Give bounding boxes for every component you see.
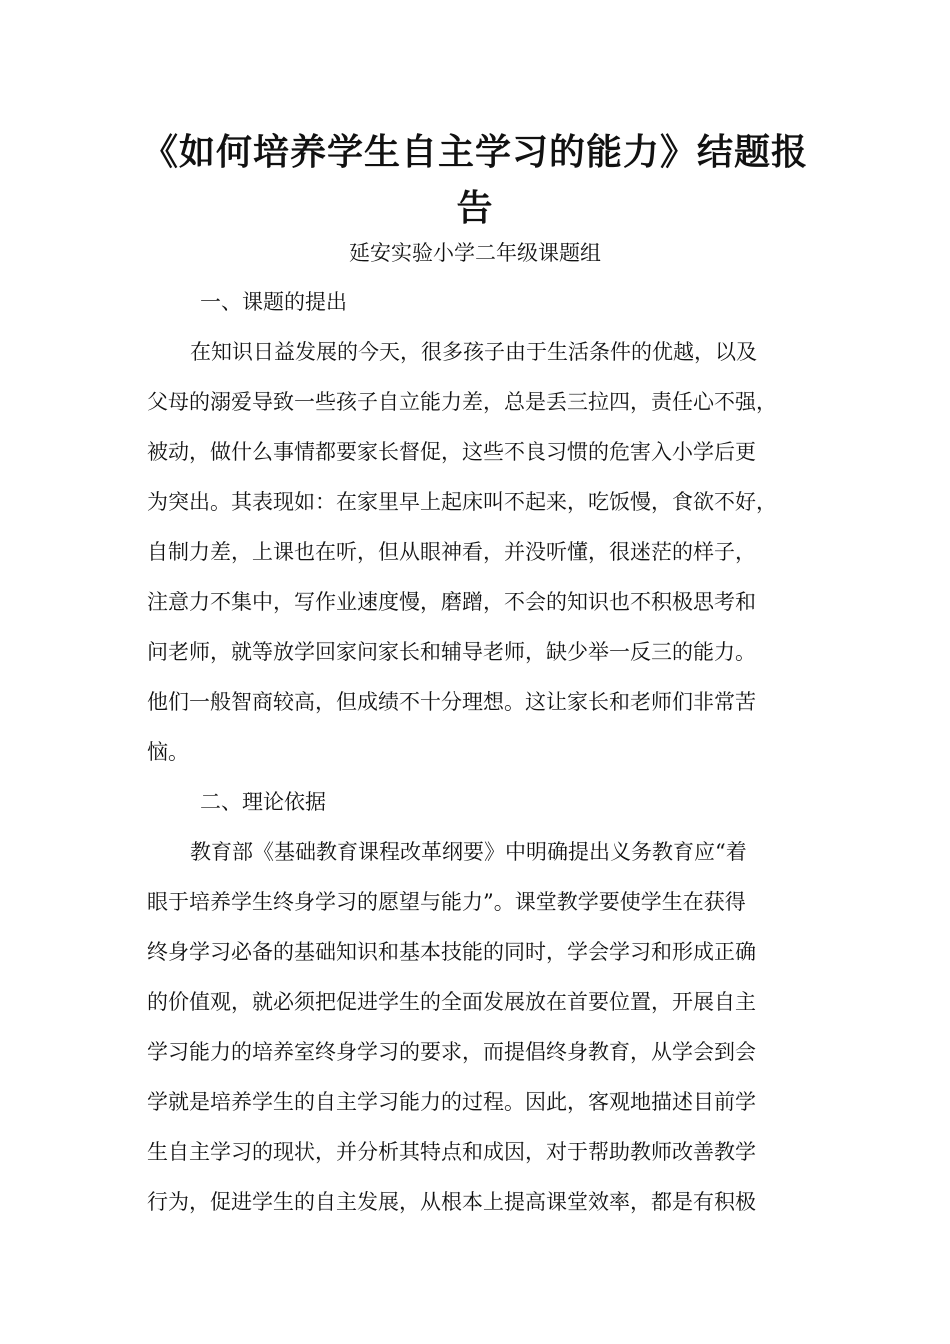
section-2-paragraph [147,837,827,1237]
paragraph-line: 教育部《基础教育课程改革纲要》中明确提出义务教育应“着 [190,840,747,864]
paragraph-line: 眼于培养学生终身学习的愿望与能力”。课堂教学要使学生在获得 [147,890,746,914]
section-heading-2: 二、理论依据 [200,790,326,814]
paragraph-line: 为突出。其表现如：在家里早上起床叫不起来，吃饭慢，食欲不好， [147,490,777,514]
paragraph-line: 生自主学习的现状，并分析其特点和成因，对于帮助教师改善教学 [147,1140,756,1164]
paragraph-line: 的价值观，就必须把促进学生的全面发展放在首要位置，开展自主 [147,990,756,1014]
paragraph-line: 注意力不集中，写作业速度慢，磨蹭，不会的知识也不积极思考和 [147,590,756,614]
paragraph-line: 在知识日益发展的今天，很多孩子由于生活条件的优越，以及 [190,340,757,364]
paragraph-line: 学就是培养学生的自主学习能力的过程。因此，客观地描述目前学 [147,1090,756,1114]
section-heading-1: 一、课题的提出 [200,290,347,314]
paragraph-line: 自制力差，上课也在听，但从眼神看，并没听懂，很迷茫的样子， [147,540,756,564]
paragraph-line: 学习能力的培养室终身学习的要求，而提倡终身教育，从学会到会 [147,1040,756,1064]
paragraph-line: 他们一般智商较高，但成绩不十分理想。这让家长和老师们非常苦 [147,690,756,714]
paragraph-line: 行为，促进学生的自主发展，从根本上提高课堂效率，都是有积极 [147,1190,756,1214]
section-1-paragraph [147,337,827,787]
document-title-line-1: 《如何培养学生自主学习的能力》结题报 [141,131,808,173]
paragraph-line: 终身学习必备的基础知识和基本技能的同时，学会学习和形成正确 [147,940,756,964]
paragraph-line: 恼。 [147,740,189,764]
paragraph-line: 问老师，就等放学回家问家长和辅导老师，缺少举一反三的能力。 [147,640,756,664]
paragraph-line: 被动，做什么事情都要家长督促，这些不良习惯的危害入小学后更 [147,440,756,464]
paragraph-line: 父母的溺爱导致一些孩子自立能力差，总是丢三拉四，责任心不强， [147,390,777,414]
author-line: 延安实验小学二年级课题组 [349,241,601,265]
document-title-line-2: 告 [456,187,494,229]
